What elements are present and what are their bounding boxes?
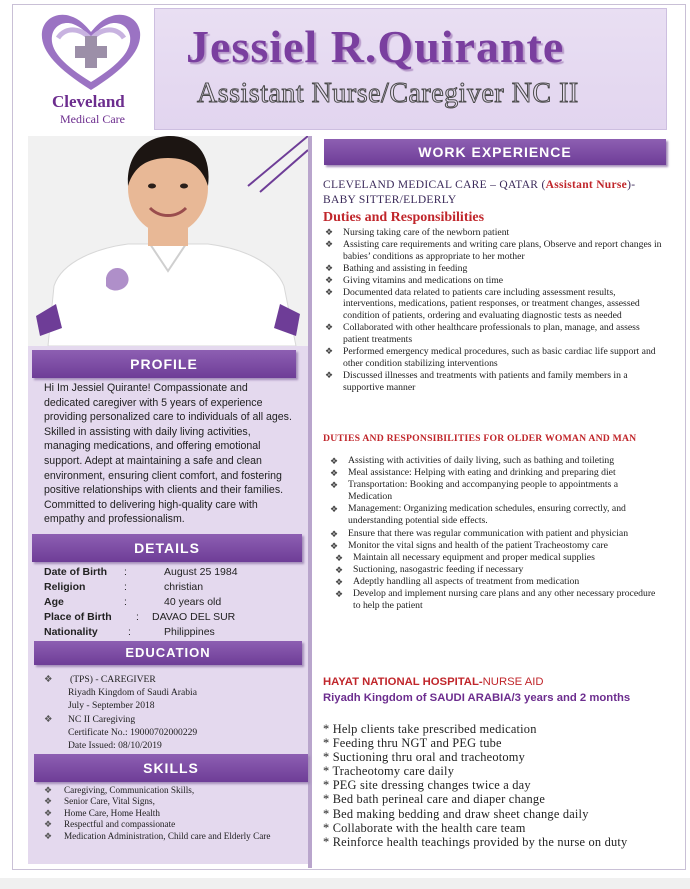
detail-separator: :	[124, 596, 127, 608]
job-role: Assistant Nurse	[545, 179, 628, 191]
diamond-bullet-icon: ❖	[335, 589, 344, 600]
duty-text: Performed emergency medical procedures, such as basic cardiac life support and other condition stabilizing interventions	[343, 346, 656, 369]
duty-text: Suctioning, nasogastric feeding if necessary	[353, 563, 524, 575]
caregiving-task: * Feeding thru NGT and PEG tube	[323, 736, 502, 751]
education-line: NC II Caregiving	[68, 714, 136, 725]
skill-item	[44, 831, 294, 842]
detail-label: Nationality	[44, 626, 98, 638]
detail-separator: :	[124, 581, 127, 593]
diamond-bullet-icon: ❖	[44, 819, 53, 830]
duty-item	[323, 564, 663, 576]
duty-item	[323, 287, 663, 323]
detail-separator: :	[136, 611, 139, 623]
duty-text: Bathing and assisting in feeding	[343, 262, 468, 274]
detail-value: DAVAO DEL SUR	[152, 611, 236, 623]
skill-text: Home Care, Home Health	[64, 807, 160, 818]
education-line: Riyadh Kingdom of Saudi Arabia	[68, 687, 197, 698]
detail-label: Religion	[44, 581, 86, 593]
diamond-bullet-icon: ❖	[44, 796, 53, 807]
diamond-bullet-icon: ❖	[44, 830, 53, 841]
diamond-bullet-icon: ❖	[325, 369, 334, 380]
candidate-name: Jessiel R.Quirante	[186, 21, 565, 72]
duty-item	[323, 370, 663, 394]
diamond-bullet-icon: ❖	[44, 807, 53, 818]
duty-text: Maintain all necessary equipment and proper medical supplies	[353, 551, 595, 563]
duty-item	[323, 552, 663, 564]
duty-text: Assisting care requirements and writing care plans, Observe and report changes in babies’ conditions as appropriate to her mother	[343, 238, 662, 262]
caregiving-task: * Collaborate with the health care team	[323, 820, 526, 835]
duty-text: Adeptly handling all aspects of treatment from medication	[353, 575, 580, 587]
diamond-bullet-icon: ❖	[335, 564, 344, 575]
duty-item	[323, 540, 663, 552]
detail-value: Philippines	[164, 626, 215, 638]
education-line: Date Issued: 08/10/2019	[68, 740, 162, 751]
profile-heading: PROFILE	[32, 350, 296, 378]
detail-value: christian	[164, 581, 204, 593]
portrait-illustration	[28, 136, 308, 346]
diamond-bullet-icon: ❖	[325, 274, 334, 285]
hayat-location: Riyadh Kingdom of SAUDI ARABIA/3 years and 2 months	[323, 692, 631, 704]
diamond-bullet-icon: ❖	[325, 322, 334, 333]
company-role-tail: )- BABY SITTER/ELDERLY	[323, 179, 636, 206]
duty-text: Giving vitamins and medications on time	[343, 274, 504, 286]
detail-separator: :	[128, 626, 131, 638]
skill-item	[44, 819, 294, 830]
duty-item	[323, 455, 663, 467]
detail-label: Place of Birth	[44, 611, 112, 623]
hayat-heading	[323, 674, 630, 690]
candidate-title: Assistant Nurse/Caregiver NC II	[197, 78, 579, 109]
duty-item	[323, 263, 663, 275]
caregiving-task: * Help clients take prescribed medication	[323, 722, 537, 736]
detail-value: August 25 1984	[164, 566, 238, 578]
duty-item	[323, 588, 663, 612]
duty-text: Collaborated with other healthcare professionals to plan, manage, and assess patient treatments	[343, 322, 640, 346]
diamond-bullet-icon: ❖	[325, 238, 334, 249]
hayat-hospital: HAYAT NATIONAL HOSPITAL-	[323, 676, 483, 688]
detail-label: Age	[44, 596, 64, 608]
logo-subtitle: Medical Care	[60, 112, 125, 126]
duty-item	[323, 503, 663, 527]
duty-text: Nursing taking care of the newborn patient	[343, 227, 510, 238]
caregiving-task: * Tracheotomy care daily	[323, 764, 455, 779]
education-line: (TPS) - CAREGIVER	[70, 674, 156, 685]
skills-list	[44, 785, 294, 842]
profile-photo	[28, 136, 308, 346]
skills-heading: SKILLS	[34, 754, 308, 782]
hayat-role: NURSE AID	[482, 676, 544, 688]
duty-item	[323, 322, 663, 346]
diamond-bullet-icon: ❖	[325, 286, 334, 297]
duty-item	[323, 576, 663, 588]
diamond-bullet-icon: ❖	[335, 552, 344, 563]
caregiving-task: * Bed making bedding and draw sheet change daily	[323, 806, 589, 821]
skill-item	[44, 796, 294, 807]
duty-text: Assisting with activities of daily living, such as bathing and toileting	[348, 455, 615, 466]
duties-heading: Duties and Responsibilities	[323, 210, 485, 225]
duty-text: Documented data related to patients care including assessment results, interventions, medications, patient responses, or treatment changes, assessed condition of patients, ordering and evaluating diagnostic tests as needed	[343, 286, 640, 322]
diamond-bullet-icon: ❖	[325, 227, 334, 237]
duty-text: Ensure that there was regular communication with patient and physician	[348, 527, 629, 539]
diamond-bullet-icon: ❖	[325, 262, 334, 273]
diamond-bullet-icon: ❖	[330, 540, 339, 551]
diamond-bullet-icon: ❖	[325, 346, 334, 357]
duty-text: Transportation: Booking and accompanying people to appointments a Medication	[348, 479, 619, 503]
company-name: CLEVELAND MEDICAL CARE – QATAR (	[323, 179, 546, 191]
diamond-bullet-icon: ❖	[330, 468, 339, 479]
diamond-bullet-icon: ❖	[330, 456, 339, 466]
detail-value: 40 years old	[164, 596, 222, 608]
duty-text: Monitor the vital signs and health of the patient Tracheostomy care	[348, 539, 608, 551]
duties-list	[323, 227, 663, 394]
skill-item	[44, 785, 294, 796]
duty-text: Develop and implement nursing care plans and any other necessary procedure to help the patient	[353, 588, 656, 612]
education-list	[44, 673, 197, 752]
duty-item	[323, 227, 663, 239]
duties-elderly-list	[323, 455, 663, 612]
diamond-bullet-icon: ❖	[330, 480, 339, 491]
skill-text: Respectful and compassionate	[64, 819, 176, 830]
diamond-bullet-icon: ❖	[44, 674, 53, 685]
duty-text: Management: Organizing medication schedules, ensuring correctly, and understanding potential side effects.	[348, 503, 626, 527]
company-line	[323, 178, 668, 208]
work-experience-heading: WORK EXPERIENCE	[324, 139, 666, 165]
profile-summary: Hi Im Jessiel Quirante! Compassionate and dedicated caregiver with 5 years of experience providing personalized care to individuals of all ages. Skilled in assisting with daily living activities, managing medications, and offering emotional support. Adept at maintaining a safe and clean environment, ensuring client comfort, and fostering positive relationships with clients and their families. Committed to delivering high-quality care with empathy and professionalism.	[44, 382, 292, 526]
caregiving-task: * Bed bath perineal care and diaper change	[323, 792, 546, 807]
duty-item	[323, 346, 663, 370]
education-item	[44, 713, 197, 752]
duty-item	[323, 528, 663, 540]
duty-item	[323, 479, 663, 503]
diamond-bullet-icon: ❖	[44, 785, 53, 795]
education-line: Certificate No.: 19000702000229	[68, 727, 198, 738]
caregiving-task: * PEG site dressing changes twice a day	[323, 778, 531, 793]
hayat-experience	[323, 674, 630, 706]
skill-text: Medication Administration, Child care and Elderly Care	[64, 830, 271, 841]
duty-text: Meal assistance: Helping with eating and drinking and preparing diet	[348, 467, 616, 479]
logo-name: Cleveland	[52, 92, 125, 111]
duties-elderly-heading: DUTIES AND RESPONSIBILITIES FOR OLDER WOMAN AND MAN	[323, 433, 637, 444]
caregiving-task: * Suctioning thru oral and tracheotomy	[323, 750, 526, 765]
caregiving-tasks	[323, 722, 627, 849]
education-line: July - September 2018	[68, 700, 155, 711]
diamond-bullet-icon: ❖	[330, 504, 339, 515]
diamond-bullet-icon: ❖	[330, 528, 339, 539]
duty-item	[323, 467, 663, 479]
education-item	[44, 673, 197, 712]
duty-text: Discussed illnesses and treatments with patients and family members in a supportive manner	[343, 369, 628, 393]
education-heading: EDUCATION	[34, 641, 302, 665]
footer-strip	[0, 878, 690, 889]
details-heading: DETAILS	[32, 534, 302, 562]
duty-item	[323, 275, 663, 287]
diamond-bullet-icon: ❖	[335, 576, 344, 587]
caregiving-task: * Reinforce health teachings provided by the nurse on duty	[323, 834, 628, 849]
skill-text: Senior Care, Vital Signs,	[64, 796, 155, 807]
heart-cross-logo-icon	[36, 10, 146, 94]
skill-item	[44, 808, 294, 819]
diamond-bullet-icon: ❖	[44, 714, 53, 725]
sidebar-shadow	[308, 136, 312, 868]
detail-separator: :	[124, 566, 127, 578]
skill-text: Caregiving, Communication Skills,	[64, 785, 195, 795]
detail-label: Date of Birth	[44, 566, 107, 578]
duty-item	[323, 239, 663, 263]
